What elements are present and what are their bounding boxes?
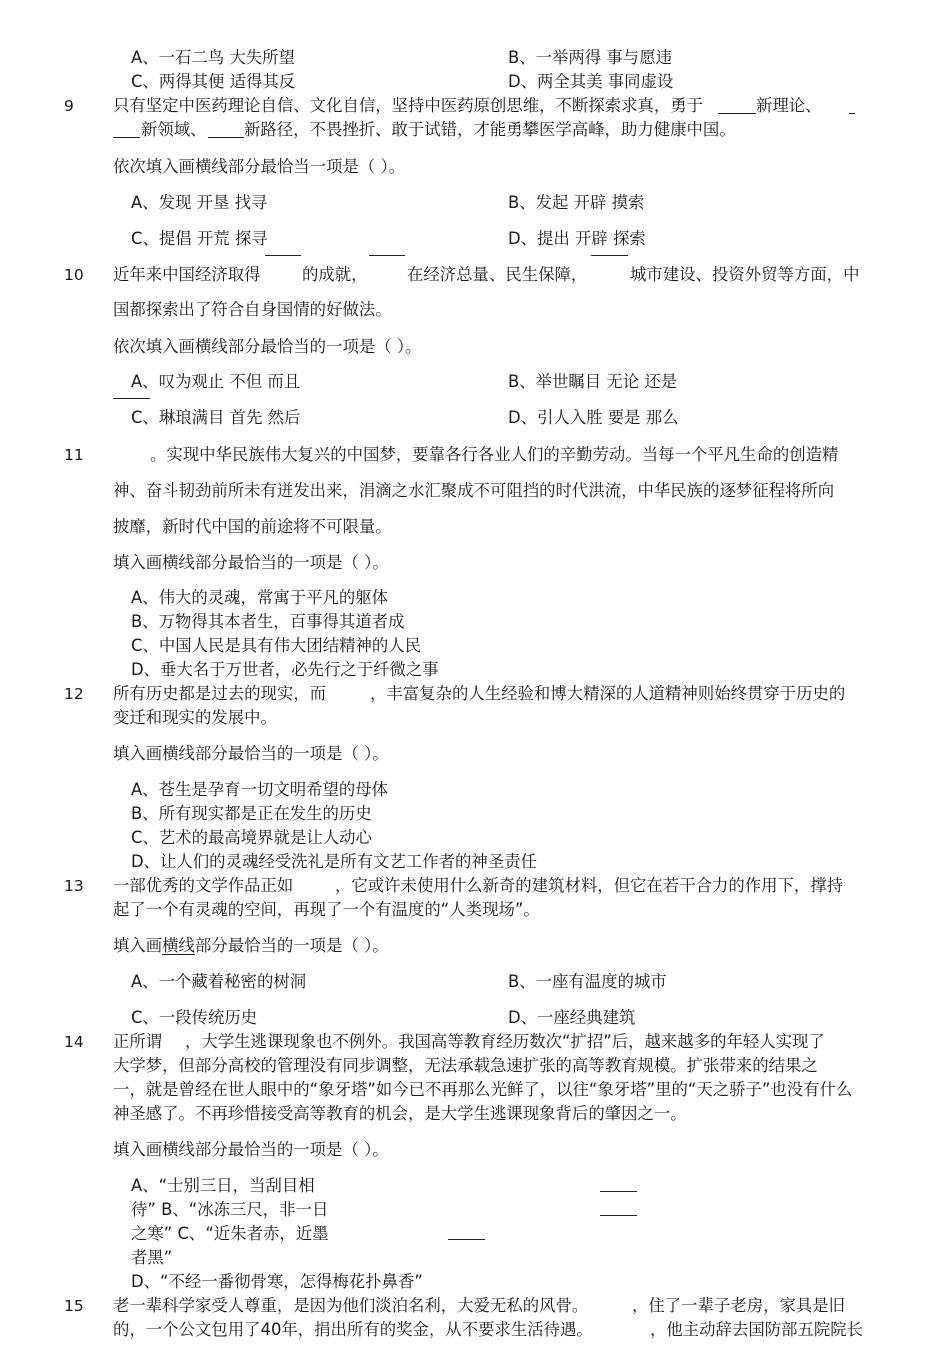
option-line: 之寒” C、“近朱者赤，近墨 bbox=[131, 1224, 329, 1243]
prev-option-b: B、一举两得 事与愿违 bbox=[508, 48, 672, 67]
question-number: 11 bbox=[64, 446, 84, 464]
fill-blank bbox=[849, 113, 855, 114]
option-d: D、提出 开辟 探索 bbox=[508, 229, 646, 248]
option-c: C、琳琅满目 首先 然后 bbox=[131, 408, 301, 427]
question-stem: 大学梦，但部分高校的管理没有同步调整，无法承载急速扩张的高等教育规模。扩张带来的结果之 bbox=[113, 1056, 818, 1075]
option-a: A、伟大的灵魂，常寓于平凡的躯体 bbox=[131, 588, 389, 607]
question-stem: 只有坚定中医药理论自信、文化自信，坚持中医药原创思维，不断探索求真，勇于 bbox=[113, 96, 704, 115]
question-stem: 正所谓 bbox=[113, 1032, 163, 1051]
prompt-text: 填入画 bbox=[113, 936, 163, 955]
option-d: D、“不经一番彻骨寒，怎得梅花扑鼻香” bbox=[131, 1272, 423, 1291]
option-d: D、垂大名于万世者，必先行之于纤微之事 bbox=[131, 660, 439, 679]
option-a: A、苍生是孕育一切文明希望的母体 bbox=[131, 780, 389, 799]
fill-blank bbox=[448, 1239, 485, 1240]
question-stem: 披靡，新时代中国的前途将不可限量。 bbox=[113, 517, 392, 536]
question-stem: 国都探索出了符合自身国情的好做法。 bbox=[113, 300, 392, 319]
question-stem: 新理论、 bbox=[756, 96, 822, 115]
question-prompt: 填入画横线部分最恰当的一项是（ ）。 bbox=[113, 744, 389, 763]
prev-option-a: A、一石二鸟 大失所望 bbox=[131, 48, 295, 67]
question-number: 15 bbox=[64, 1297, 84, 1315]
fill-blank bbox=[718, 113, 756, 114]
question-prompt: 填入画横线部分最恰当的一项是（ ）。 bbox=[113, 553, 389, 572]
question-number: 10 bbox=[64, 266, 84, 284]
question-stem: 起了一个有灵魂的空间，再现了一个有温度的“人类现场”。 bbox=[113, 900, 540, 919]
prev-option-d: D、两全其美 事同虚设 bbox=[508, 72, 674, 91]
option-b: B、万物得其本者生，百事得其道者成 bbox=[131, 612, 405, 631]
question-stem: 神圣感了。不再珍惜接受高等教育的机会，是大学生逃课现象背后的肇因之一。 bbox=[113, 1104, 687, 1123]
question-number: 13 bbox=[64, 877, 84, 895]
question-stem: 城市建设、投资外贸等方面，中 bbox=[630, 265, 860, 284]
question-stem: 的成就， bbox=[302, 265, 368, 284]
fill-blank bbox=[113, 398, 150, 399]
option-line: 者黑” bbox=[131, 1248, 173, 1267]
question-stem: 近年来中国经济取得 bbox=[113, 265, 261, 284]
question-stem: 。实现中华民族伟大复兴的中国梦，要靠各行各业人们的辛勤劳动。当每一个平凡生命的创造精 bbox=[150, 445, 839, 464]
option-c: C、艺术的最高境界就是让人动心 bbox=[131, 828, 372, 847]
question-prompt bbox=[113, 936, 389, 956]
question-stem: ，大学生逃课现象也不例外。我国高等教育经历数次“扩招”后，越来越多的年轻人实现了 bbox=[185, 1032, 825, 1051]
question-stem: ，他主动辞去国防部五院院长 bbox=[650, 1320, 864, 1339]
question-stem: 神、奋斗韧劲前所未有迸发出来，涓滴之水汇聚成不可阻挡的时代洪流，中华民族的逐梦征程将所向 bbox=[113, 481, 835, 500]
option-a: A、一个藏着秘密的树洞 bbox=[131, 972, 307, 991]
fill-blank bbox=[600, 1191, 637, 1192]
question-stem: ，丰富复杂的人生经验和博大精深的人道精神则始终贯穿于历史的 bbox=[370, 684, 846, 703]
question-stem: 新领域、 bbox=[141, 120, 207, 139]
option-b: B、发起 开辟 摸索 bbox=[508, 193, 645, 212]
fill-blank bbox=[113, 137, 140, 138]
question-number: 14 bbox=[64, 1033, 84, 1051]
prompt-marked-text: 横线 bbox=[162, 936, 195, 955]
option-a: A、叹为观止 不但 而且 bbox=[131, 372, 301, 391]
fill-blank bbox=[265, 255, 301, 256]
option-d: D、引人入胜 要是 那么 bbox=[508, 408, 679, 427]
option-c: C、一段传统历史 bbox=[131, 1008, 258, 1027]
option-c: C、中国人民是具有伟大团结精神的人民 bbox=[131, 636, 422, 655]
option-line: A、“士别三日，当刮目相 bbox=[131, 1176, 315, 1195]
option-b: B、举世瞩目 无论 还是 bbox=[508, 372, 678, 391]
question-number: 9 bbox=[64, 97, 74, 115]
question-stem: 的，一个公文包用了40年，捐出所有的奖金，从不要求生活待遇。 bbox=[113, 1320, 593, 1339]
option-d: D、让人们的灵魂经受洗礼是所有文艺工作者的神圣责任 bbox=[131, 852, 537, 871]
option-line: 待” B、“冰冻三尺，非一日 bbox=[131, 1200, 329, 1219]
question-stem: 一，就是曾经在世人眼中的“象牙塔”如今已不再那么光鲜了，以往“象牙塔”里的“天之骄子”也没有什么 bbox=[113, 1080, 853, 1099]
question-prompt: 填入画横线部分最恰当的一项是（ ）。 bbox=[113, 1140, 389, 1159]
question-stem: 一部优秀的文学作品正如 bbox=[113, 876, 294, 895]
prompt-text: 部分最恰当的一项是（ ）。 bbox=[194, 936, 389, 955]
fill-blank bbox=[591, 255, 628, 256]
question-number: 12 bbox=[64, 685, 84, 703]
option-b: B、所有现实都是正在发生的历史 bbox=[131, 804, 372, 823]
question-stem: 老一辈科学家受人尊重，是因为他们淡泊名利，大爱无私的风骨。 bbox=[113, 1296, 589, 1315]
fill-blank bbox=[208, 137, 244, 138]
question-stem: 所有历史都是过去的现实，而 bbox=[113, 684, 327, 703]
fill-blank bbox=[600, 1215, 637, 1216]
question-prompt: 依次填入画横线部分最恰当的一项是（ ）。 bbox=[113, 337, 422, 356]
question-stem: 变迁和现实的发展中。 bbox=[113, 708, 277, 727]
question-prompt: 依次填入画横线部分最恰当一项是（ ）。 bbox=[113, 157, 406, 176]
question-stem: ，它或许未使用什么新奇的建筑材料，但它在若干合力的作用下，撑持 bbox=[335, 876, 844, 895]
option-a: A、发现 开垦 找寻 bbox=[131, 193, 268, 212]
question-stem: ，住了一辈子老房，家具是旧 bbox=[632, 1296, 846, 1315]
option-b: B、一座有温度的城市 bbox=[508, 972, 667, 991]
option-d: D、一座经典建筑 bbox=[508, 1008, 636, 1027]
question-stem: 新路径，不畏挫折、敢于试错，才能勇攀医学高峰，助力健康中国。 bbox=[244, 120, 736, 139]
fill-blank bbox=[369, 255, 405, 256]
option-c: C、提倡 开荒 探寻 bbox=[131, 229, 268, 248]
prev-option-c: C、两得其便 适得其反 bbox=[131, 72, 296, 91]
question-stem: 在经济总量、民生保障， bbox=[407, 265, 588, 284]
